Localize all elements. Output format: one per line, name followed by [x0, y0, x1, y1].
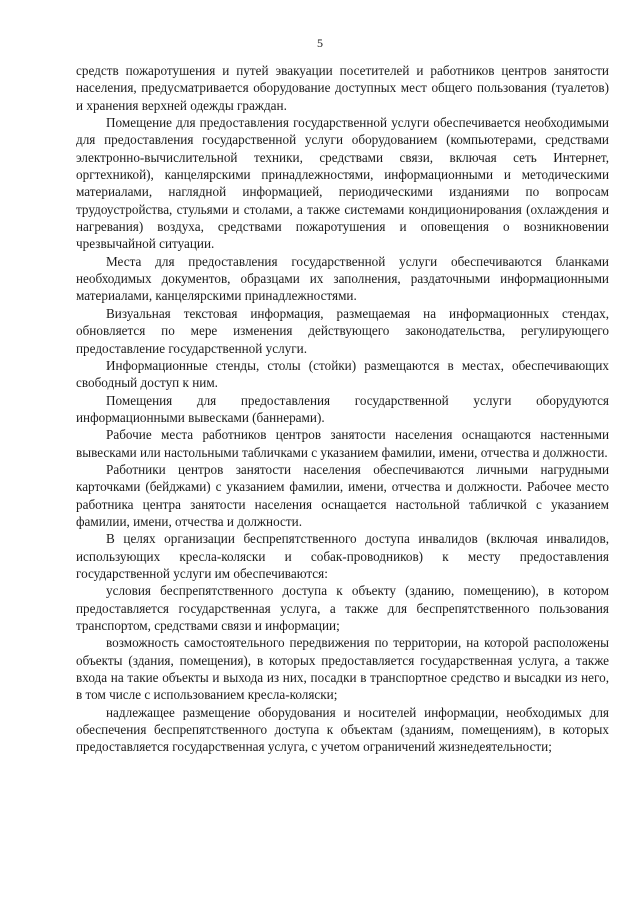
paragraph-equipment: Помещение для предоставления государственной услуги обеспечивается необходимыми для предоставления государственной услуги оборудованием (компьютерами, средствами электронно-вычислительной техники, средствами связи, включая сеть Интернет, оргтехникой), канцелярскими принадлежностями, информационными и методическими материалами, наглядной информацией, периодическими изданиями по вопросам трудоустройства, стульями и столами, а также системами кондиционирования (охлаждения и нагревания) воздуха, средствами пожаротушения и оповещения о возникновении чрезвычайной ситуации.: [76, 115, 609, 252]
paragraph-equipment-placement: надлежащее размещение оборудования и носителей информации, необходимых для обеспечения беспрепятственного доступа к объектам (зданиям, помещениям), в которых предоставляется государственная услуга, с учетом ограничений жизнедеятельности;: [76, 704, 609, 755]
document-body: [76, 62, 609, 756]
paragraph-workplaces: Рабочие места работников центров занятости населения оснащаются настенными вывесками или настольными табличками с указанием фамилии, имени, отчества и должности.: [76, 427, 609, 460]
paragraph-accessibility-intro: В целях организации беспрепятственного доступа инвалидов (включая инвалидов, использующих кресла-коляски и собак-проводников) к месту предоставления государственной услуги им обеспечиваются:: [76, 531, 609, 581]
page-number: 5: [317, 36, 323, 50]
paragraph-continuation: средств пожаротушения и путей эвакуации посетителей и работников центров занятости населения, предусматривается оборудование доступных мест общего пользования (туалетов) и хранения верхней одежды граждан.: [76, 63, 609, 113]
paragraph-visual-info: Визуальная текстовая информация, размещаемая на информационных стендах, обновляется по мере изменения действующего законодательства, регулирующего предоставление государственной услуги.: [76, 305, 609, 356]
paragraph-forms: Места для предоставления государственной услуги обеспечиваются бланками необходимых документов, образцами их заполнения, раздаточными информационными материалами, канцелярскими принадлежностями.: [76, 253, 609, 304]
paragraph-movement: возможность самостоятельного передвижения по территории, на которой расположены объекты (здания, помещения), в которых предоставляется государственная услуга, а также входа на такие объекты и выхода из них, посадки в транспортное средство и высадки из него, в том числе с использованием кресла-коляски;: [76, 635, 609, 703]
paragraph-banners: Помещения для предоставления государственной услуги оборудуются информационными вывесками (баннерами).: [76, 392, 609, 425]
paragraph-access-conditions: условия беспрепятственного доступа к объекту (зданию, помещению), в котором предоставляется государственная услуга, а также для беспрепятственного пользования транспортом, средствами связи и информации;: [76, 583, 609, 633]
paragraph-info-stands: Информационные стенды, столы (стойки) размещаются в местах, обеспечивающих свободный доступ к ним.: [76, 357, 609, 391]
paragraph-badges: Работники центров занятости населения обеспечиваются личными нагрудными карточками (бейджами) с указанием фамилии, имени, отчества и должности. Рабочее место работника центра занятости населения оснащается настольной табличкой с указанием фамилии, имени, отчества и должности.: [76, 461, 609, 529]
